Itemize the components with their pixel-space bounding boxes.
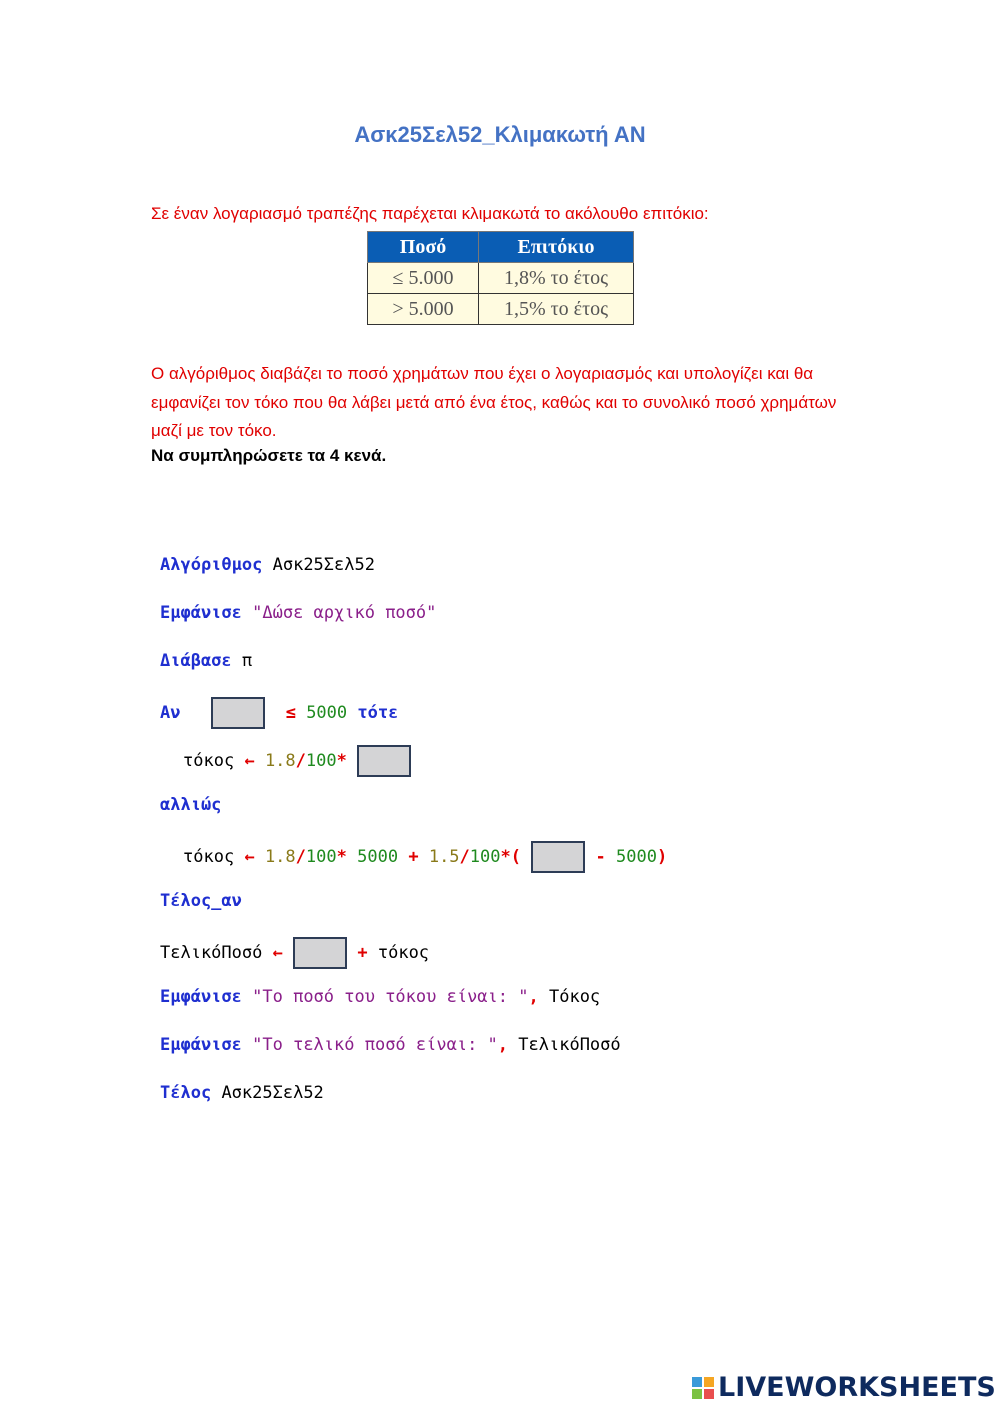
cell-rate: 1,5% το έτος [479,294,634,325]
code-line-interest-low [183,745,411,769]
op-minus: - [595,847,606,867]
logo-square [704,1389,714,1399]
header-amount: Ποσό [368,232,479,263]
blank-4-input[interactable] [293,937,347,969]
var-interest: τόκος [183,751,235,771]
kw-end: Τέλος [160,1083,212,1103]
op-assign: ← [244,751,255,771]
op-lparen: ( [510,847,522,867]
num-100: 100 [305,847,337,867]
kw-show: Εμφάνισε [160,1035,242,1055]
op-assign: ← [244,847,255,867]
liveworksheets-logo [692,1372,996,1403]
cell-amount: > 5.000 [368,294,479,325]
op-plus: + [357,943,368,963]
logo-square [692,1389,702,1399]
num-5000: 5000 [306,703,348,723]
final-string: "Το τελικό ποσό είναι: " [252,1035,498,1055]
kw-if: Αν [160,703,181,723]
code-line-final [160,937,429,961]
op-comma: , [528,987,539,1007]
op-div: / [295,751,306,771]
instruction-text: Να συμπληρώσετε τα 4 κενά. [151,446,387,465]
prompt-string: "Δώσε αρχικό ποσό" [252,603,437,623]
description-text: Ο αλγόριθμος διαβάζει το ποσό χρημάτων που έχει ο λογαριασμός και υπολογίζει και θα εμφανίζει τον τόκο που θα λάβει μετά από ένα έτος, καθώς και το συνολικό ποσό χρημάτων μαζί με τον τόκο. [151,364,837,440]
logo-square [704,1377,714,1387]
var-interest-cap: Τόκος [548,987,601,1007]
code-line-algorithm [160,553,375,577]
op-mul: * [336,751,347,771]
header-rate: Επιτόκιο [479,232,634,263]
table-row [368,263,634,294]
code-line-read [160,649,252,673]
rate-table [367,231,634,325]
rate-table-header [368,232,634,263]
kw-show: Εμφάνισε [160,987,242,1007]
interest-string: "Το ποσό του τόκου είναι: " [252,987,529,1007]
var-p: π [241,651,253,671]
op-div: / [295,847,306,867]
num-5000: 5000 [357,847,399,867]
op-assign: ← [272,943,283,963]
var-interest: τόκος [377,943,430,963]
cell-amount: ≤ 5.000 [368,263,479,294]
op-mul: * [336,847,347,867]
blank-3-input[interactable] [531,841,585,873]
kw-then: τότε [357,703,399,723]
kw-endif: Τέλος_αν [160,891,242,911]
op-comma: , [497,1035,509,1055]
code-line-end [160,1081,324,1105]
op-div: / [459,847,470,867]
blank-2-input[interactable] [357,745,411,777]
logo-square [692,1377,702,1387]
code-line-show-final [160,1033,621,1057]
var-interest: τόκος [183,847,235,867]
num-100: 100 [305,751,337,771]
blank-1-input[interactable] [211,697,265,729]
kw-read: Διάβασε [160,651,232,671]
kw-algorithm: Αλγόριθμος [160,555,263,575]
code-line-endif [160,889,242,913]
code-line-show-prompt [160,601,436,625]
var-final: ΤελικόΠοσό [518,1035,621,1055]
code-line-interest-high [183,841,667,865]
algorithm-name: Ασκ25Σελ52 [221,1083,324,1103]
var-final: ΤελικόΠοσό [160,943,263,963]
logo-text: LIVEWORKSHEETS [718,1372,996,1403]
op-mul: * [500,847,511,867]
code-line-if [160,697,398,721]
code-line-else [160,793,221,817]
dec-1-8: 1.8 [264,751,296,771]
kw-else: αλλιώς [160,795,222,815]
dec-1-5: 1.5 [428,847,460,867]
intro-text: Σε έναν λογαριασμό τραπέζης παρέχεται κλιμακωτά το ακόλουθο επιτόκιο: [151,204,709,223]
page-title: Ασκ25Σελ52_Κλιμακωτή ΑΝ [354,122,646,147]
op-le: ≤ [285,703,296,723]
cell-rate: 1,8% το έτος [479,263,634,294]
num-5000: 5000 [616,847,657,867]
num-100: 100 [469,847,501,867]
table-row [368,294,634,325]
op-rparen: ) [656,847,668,867]
algorithm-name: Ασκ25Σελ52 [272,555,375,575]
op-plus: + [408,847,419,867]
code-line-show-interest [160,985,600,1009]
dec-1-8: 1.8 [264,847,296,867]
logo-squares-icon [692,1377,714,1399]
kw-show: Εμφάνισε [160,603,242,623]
